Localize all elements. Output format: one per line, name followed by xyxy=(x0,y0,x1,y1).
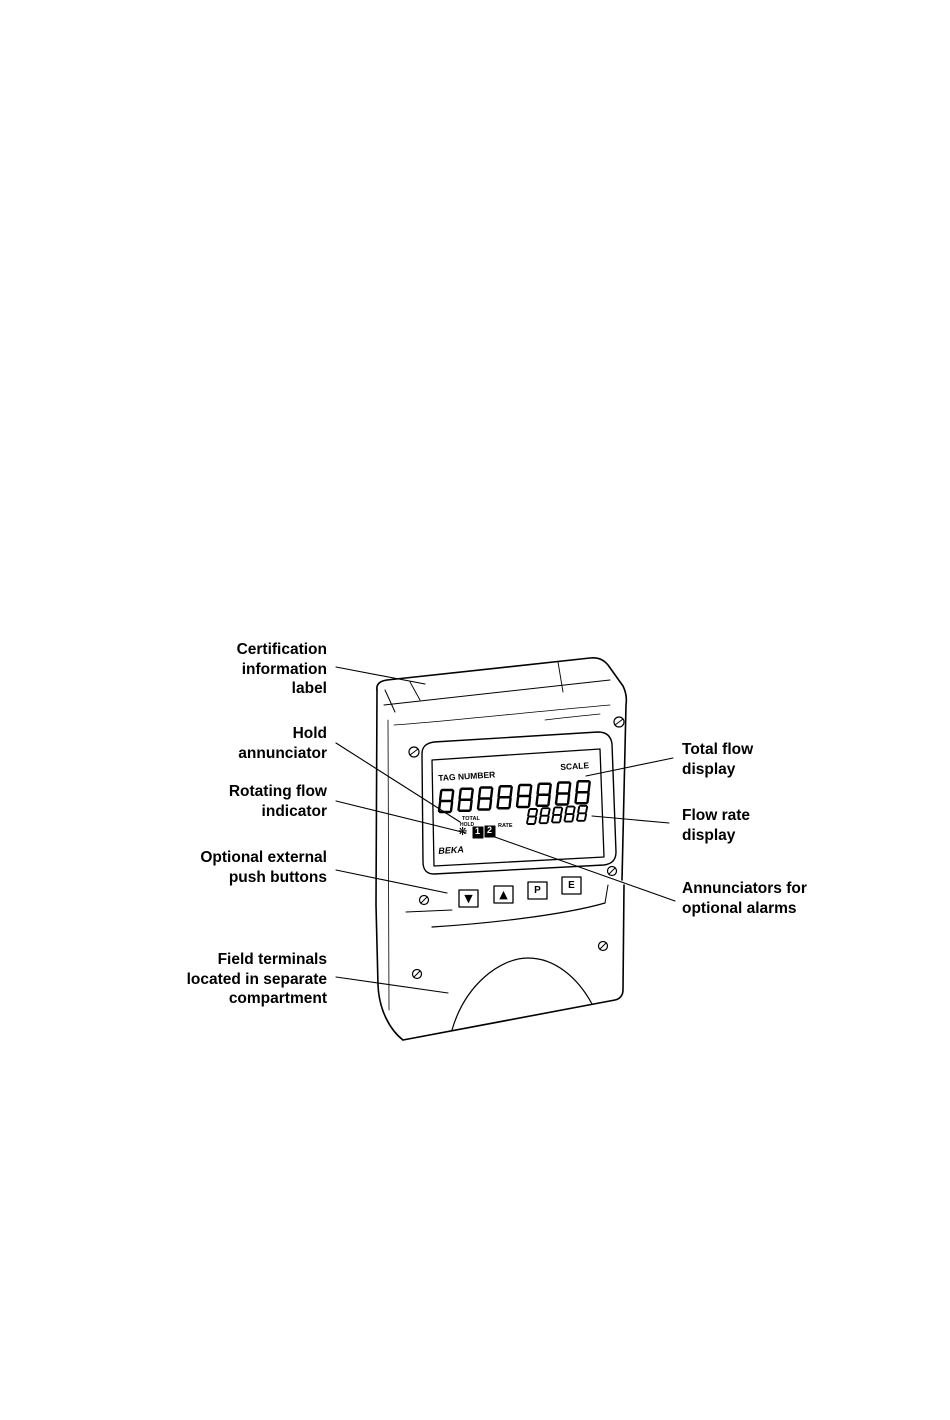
lcd-segment xyxy=(536,810,537,816)
total-digit xyxy=(537,784,551,806)
lcd-segment xyxy=(577,782,578,791)
lcd-segment xyxy=(586,807,587,813)
enclosure xyxy=(376,658,626,1040)
lcd-segment xyxy=(511,787,512,796)
rate-digit xyxy=(552,807,562,822)
lcd-segment xyxy=(491,789,492,798)
lcd-segment xyxy=(561,808,562,814)
lcd-segment xyxy=(552,816,553,822)
rotating-flow-icon: ❋ xyxy=(458,825,468,838)
lcd-segment xyxy=(471,801,472,810)
callout-alarm-annunciators: Annunciators for optional alarms xyxy=(682,880,807,917)
total-digit xyxy=(576,781,590,803)
lcd-segment xyxy=(530,786,531,795)
down-arrow-icon: ▼ xyxy=(464,892,473,905)
lcd-segment xyxy=(540,817,541,823)
p-button[interactable] xyxy=(528,882,547,899)
hold-annunciator: HOLD xyxy=(460,822,475,828)
lcd-segment xyxy=(585,814,586,820)
callout-certification-label: Certification information label xyxy=(236,641,327,697)
lcd-segment xyxy=(499,787,500,796)
up-button[interactable] xyxy=(494,886,513,903)
callout-total-flow-display: Total flow display xyxy=(682,741,754,778)
lcd-segment xyxy=(472,790,473,799)
lcd-segment xyxy=(549,809,550,815)
lcd-segment xyxy=(556,795,557,804)
rate-digit xyxy=(577,806,587,821)
lcd-segment xyxy=(568,795,569,804)
lcd-segment xyxy=(573,815,574,821)
total-annunciator: TOTAL xyxy=(462,816,480,822)
alarm-2-label: 2 xyxy=(487,825,493,835)
e-button[interactable] xyxy=(562,877,581,894)
p-button-label: P xyxy=(534,885,541,896)
lcd-segment xyxy=(576,793,577,802)
tag-number-label: TAG NUMBER xyxy=(438,769,496,783)
lcd-segment xyxy=(541,809,542,815)
callout-rotating-flow-indicator: Rotating flow indicator xyxy=(228,783,327,820)
lcd-segment xyxy=(589,782,590,791)
lcd-segment xyxy=(527,818,528,824)
total-digit xyxy=(498,786,512,808)
rate-digit xyxy=(527,809,537,824)
lcd-segment xyxy=(498,798,499,807)
lcd-segment xyxy=(565,815,566,821)
lcd-segment xyxy=(588,793,589,802)
lcd-segment xyxy=(478,800,479,809)
e-button-label: E xyxy=(568,880,575,891)
lcd-segment xyxy=(452,791,453,800)
lcd-segment xyxy=(553,808,554,814)
lcd-segment xyxy=(566,808,567,814)
lcd-segment xyxy=(537,796,538,805)
alarm-1-label: 1 xyxy=(475,826,481,836)
brand-logo: BEKA xyxy=(438,844,465,856)
lcd-segment xyxy=(574,808,575,814)
total-digit xyxy=(517,785,531,807)
lcd-segment xyxy=(557,784,558,793)
total-digit xyxy=(556,783,570,805)
lcd-segment xyxy=(517,797,518,806)
up-arrow-icon: ▲ xyxy=(499,888,508,901)
rate-digits-value xyxy=(0,0,1,1)
callout-flow-rate-display: Flow rate display xyxy=(682,807,751,844)
lcd-segment xyxy=(549,796,550,805)
total-digit xyxy=(439,790,453,812)
down-button[interactable] xyxy=(459,890,478,907)
lcd-segment xyxy=(538,785,539,794)
lcd-segment xyxy=(518,786,519,795)
callout-hold-annunciator: Hold annunciator xyxy=(238,725,327,762)
rate-digit xyxy=(565,807,575,822)
lcd-segment xyxy=(548,817,549,823)
lcd-segment xyxy=(459,801,460,810)
lcd-segment xyxy=(479,789,480,798)
lcd-segment xyxy=(577,814,578,820)
lcd-segment xyxy=(510,798,511,807)
callout-push-buttons: Optional external push buttons xyxy=(200,849,327,886)
scale-label: SCALE xyxy=(560,760,590,772)
lcd-segment xyxy=(460,790,461,799)
lcd-segment xyxy=(535,818,536,824)
lcd-segment xyxy=(440,791,441,800)
total-digit xyxy=(478,788,492,810)
callout-field-terminals: Field terminals located in separate compartment xyxy=(186,951,327,1007)
total-digit xyxy=(459,789,473,811)
lcd-segment xyxy=(490,800,491,809)
lcd-segment xyxy=(529,797,530,806)
lcd-segment xyxy=(578,807,579,813)
lcd-segment xyxy=(560,816,561,822)
lcd-segment xyxy=(528,810,529,816)
lcd-segment xyxy=(569,784,570,793)
rate-digit xyxy=(540,808,550,823)
lcd-segment xyxy=(550,785,551,794)
rate-annunciator: RATE xyxy=(498,823,513,829)
lcd-segment xyxy=(451,802,452,811)
